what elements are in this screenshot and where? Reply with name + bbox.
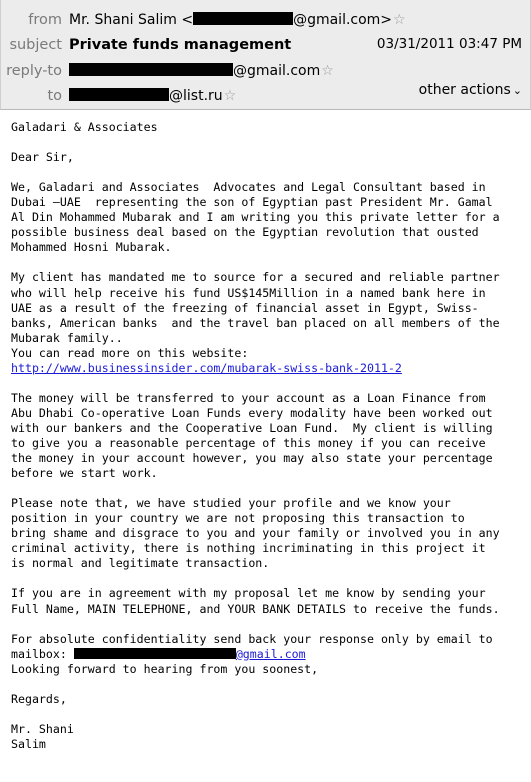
regards: Regards,: [11, 691, 67, 706]
from-value[interactable]: [69, 9, 406, 31]
company-line: Galadari & Associates: [11, 120, 158, 134]
signature-line-1: Mr. Shani: [11, 721, 74, 736]
reply-to-domain: @gmail.com: [233, 63, 321, 79]
redacted-email: [69, 88, 169, 101]
from-label: from: [28, 12, 62, 28]
email-header: [0, 0, 531, 110]
reply-to-row: [1, 60, 530, 82]
paragraph-4: Please note that, we have studied your profile and we know your position in your country we are not proposing this transaction to bring shame and disgrace to you and your family or involved you in any criminal activity, there is nothing incriminating in this project it is normal and legitimate transaction.: [11, 496, 500, 571]
signature-line-2: Salim: [11, 736, 46, 751]
to-value[interactable]: [69, 85, 236, 107]
reply-to-value[interactable]: [69, 60, 334, 82]
article-link[interactable]: http://www.businessinsider.com/mubarak-swiss-bank-2011-2: [11, 360, 402, 375]
paragraph-6: For absolute confidentiality send back your response only by email to: [11, 631, 493, 646]
to-domain: @list.ru: [169, 88, 223, 104]
email-body: [11, 120, 526, 752]
email-date: 03/31/2011 03:47 PM: [376, 36, 522, 52]
paragraph-7: Looking forward to hearing from you soonest,: [11, 661, 319, 676]
to-label: to: [47, 88, 62, 104]
reply-to-label: reply-to: [6, 63, 62, 79]
subject-text: Private funds management: [69, 37, 292, 53]
subject-label: subject: [9, 37, 62, 53]
star-icon[interactable]: ☆: [321, 63, 334, 79]
chevron-down-icon: ⌄: [512, 84, 522, 97]
paragraph-2: My client has mandated me to source for a secured and reliable partner who will help receive his fund US$145Million in a named bank here in UAE as a result of the freezing of financial asset in Egypt, Swiss- banks, American banks and the travel ban placed on all members of the Mubarak family.. You can read more on this website:: [11, 270, 500, 360]
other-actions-button[interactable]: [419, 82, 522, 98]
redacted-email: [74, 648, 236, 659]
from-row: [1, 9, 530, 31]
from-name: Mr. Shani Salim <: [69, 12, 194, 28]
paragraph-3: The money will be transferred to your account as a Loan Finance from Abu Dhabi Co-operative Loan Funds every modality have been worked out with our bankers and the Cooperative Loan Fund. My client is willing to give you a reasonable percentage of this money if you can receive the money in your account however, you may also state your percentage before we start work.: [11, 390, 493, 481]
other-actions-label: other actions: [418, 82, 511, 98]
redacted-email: [193, 12, 293, 25]
paragraph-1: We, Galadari and Associates Advocates and Legal Consultant based in Dubai –UAE representing the son of Egyptian past President Mr. Gamal Al Din Mohammed Mubarak and I am writing you this private letter for a possible business deal based on the Egyptian revolution that ousted Mohammed Hosni Mubarak.: [11, 180, 500, 255]
paragraph-5: If you are in agreement with my proposal let me know by sending your Full Name, MAIN TELEPHONE, and YOUR BANK DETAILS to receive the funds.: [11, 586, 500, 616]
mailbox-line: [11, 647, 526, 662]
mailbox-label: mailbox:: [11, 646, 74, 661]
star-icon[interactable]: ☆: [393, 12, 406, 28]
from-domain: @gmail.com>: [293, 12, 393, 28]
redacted-email: [69, 63, 233, 76]
star-icon[interactable]: ☆: [223, 88, 237, 104]
mailbox-link[interactable]: @gmail.com: [235, 646, 306, 661]
greeting: Dear Sir,: [11, 150, 74, 165]
